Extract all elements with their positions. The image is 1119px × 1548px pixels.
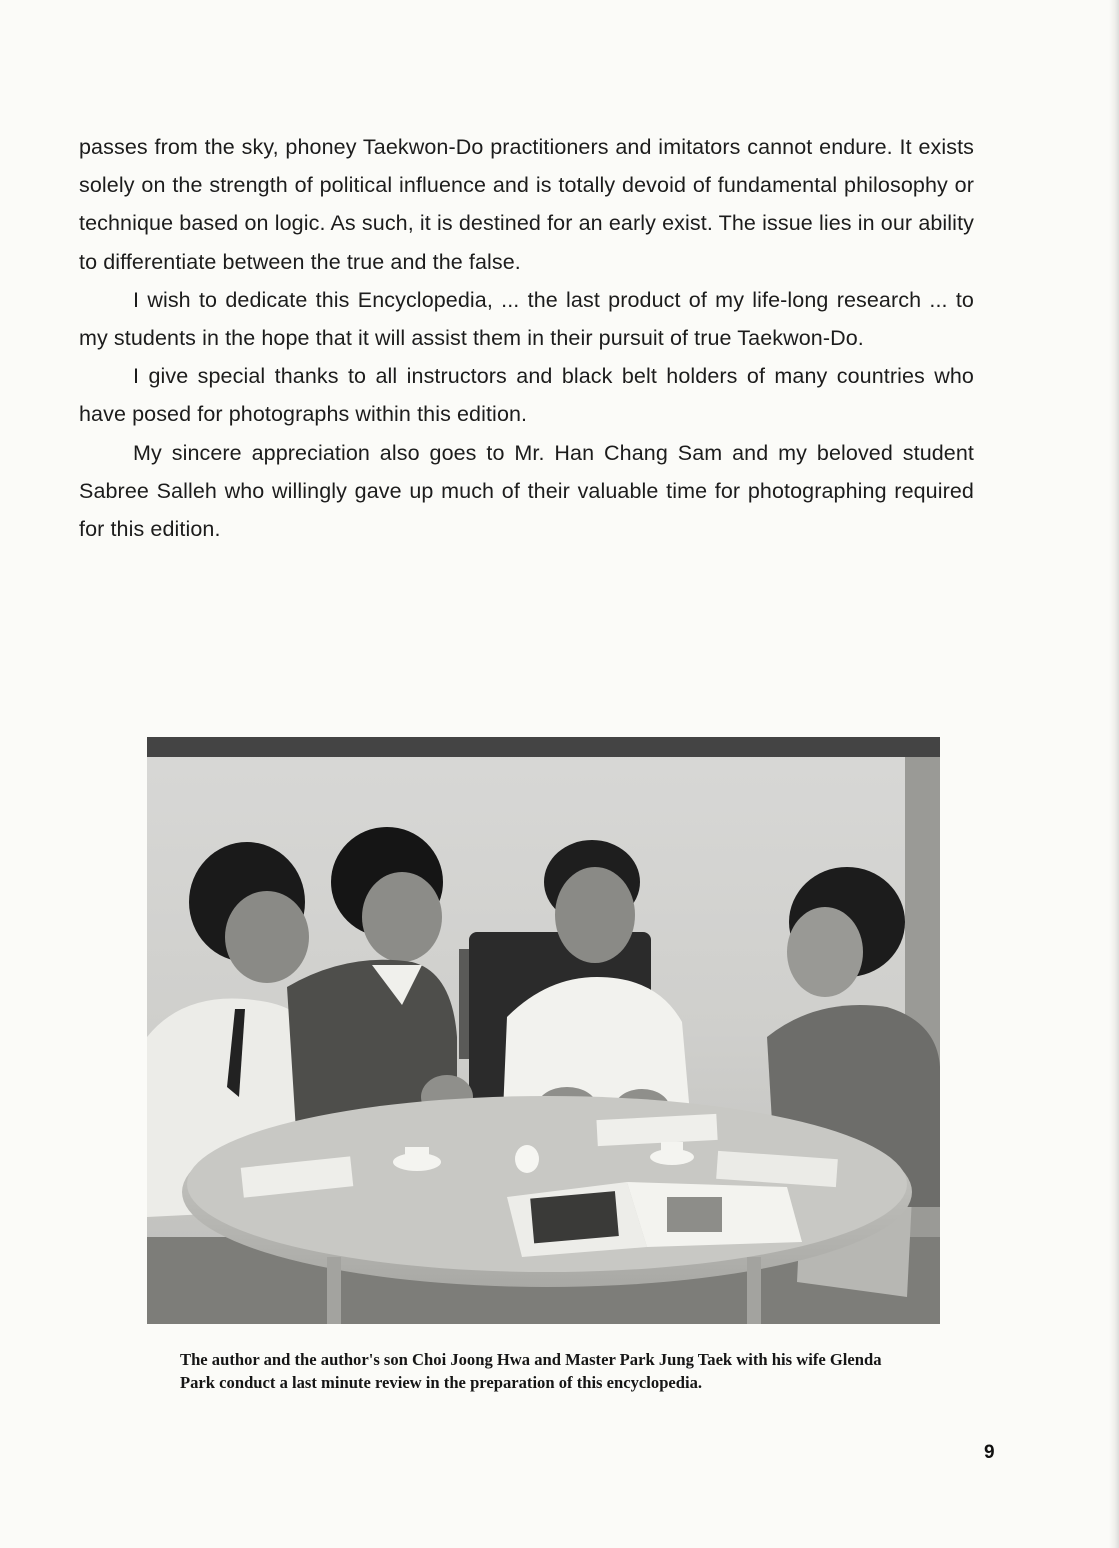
body-text	[79, 128, 974, 548]
photo-illustration	[147, 737, 940, 1324]
paragraph-continuation: passes from the sky, phoney Taekwon-Do practitioners and imitators cannot endure. It exists solely on the strength of political influence and is totally devoid of fundamental philosophy or technique based on logic. As such, it is destined for an early exist. The issue lies in our ability to differentiate between the true and the false.	[79, 135, 974, 274]
photograph	[147, 737, 940, 1324]
page-edge-shadow	[1109, 0, 1119, 1548]
paragraph-dedication: I wish to dedicate this Encyclopedia, ... the last product of my life-long research ... to my students in the hope that it will assist them in their pursuit of true Taekwon-Do.	[79, 287, 974, 351]
photo-caption: The author and the author's son Choi Joong Hwa and Master Park Jung Taek with his wife Glenda Park conduct a last minute review in the preparation of this encyclopedia.	[180, 1350, 882, 1392]
paragraph-appreciation: My sincere appreciation also goes to Mr. Han Chang Sam and my beloved student Sabree Salleh who willingly gave up much of their valuable time for photographing required for this edition.	[79, 440, 974, 542]
paragraph-thanks: I give special thanks to all instructors and black belt holders of many countries who have posed for photographs within this edition.	[79, 364, 974, 427]
page-number: 9	[984, 1442, 995, 1463]
